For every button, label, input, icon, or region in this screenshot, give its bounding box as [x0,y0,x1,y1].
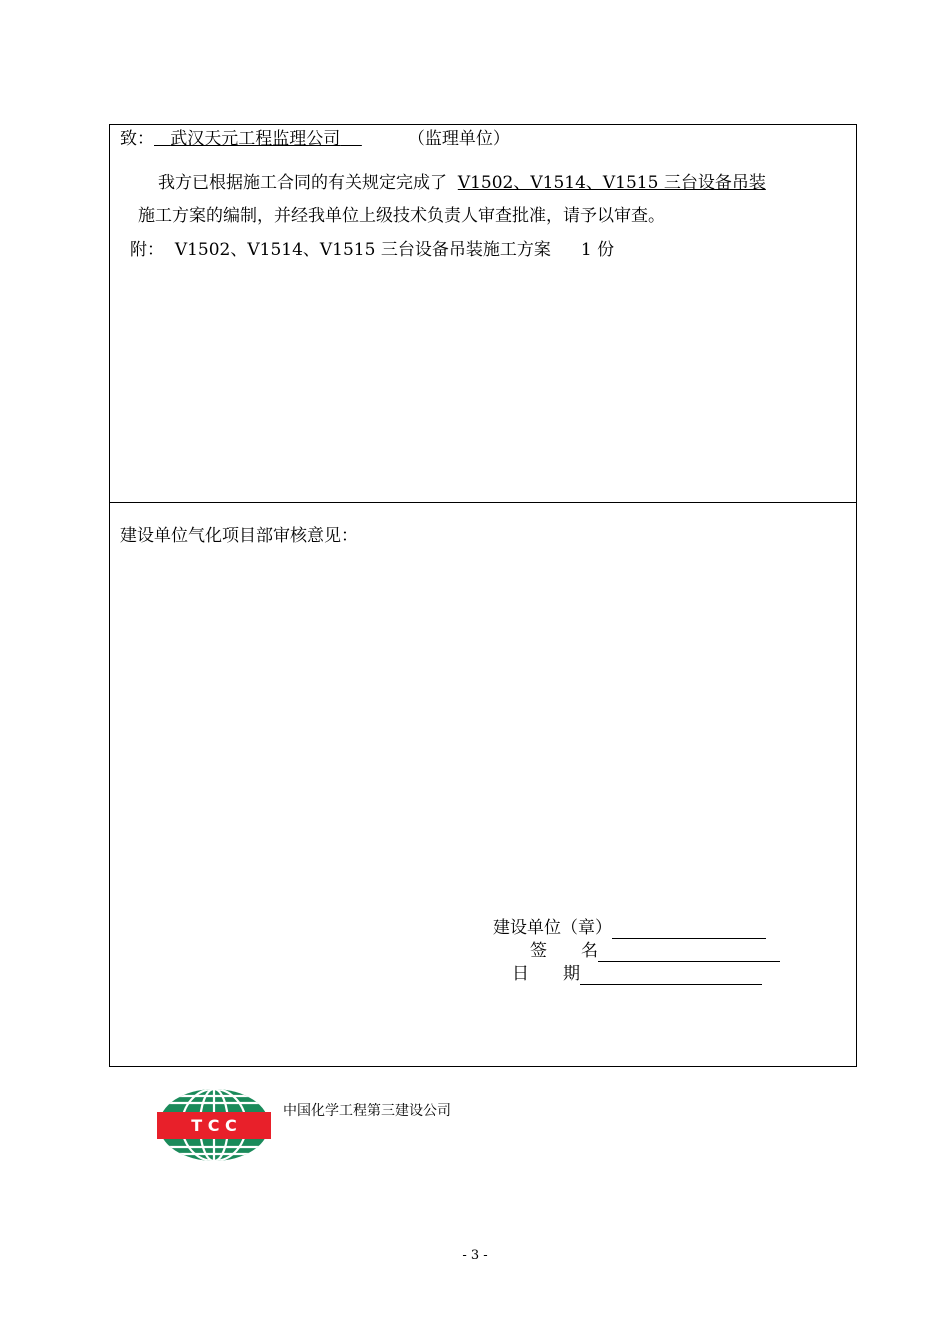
review-heading: 建设单位气化项目部审核意见： [120,526,358,546]
body-line-2: 施工方案的编制，并经我单位上级技术负责人审查批准，请予以审查。 [138,206,665,226]
tcc-logo [157,1088,271,1162]
company-name: 中国化学工程第三建设公司 [283,1103,451,1119]
date-blank[interactable] [580,966,762,985]
signature-line [530,940,780,962]
seal-line [493,917,766,939]
body-prefix: 我方已根据施工合同的有关规定完成了 [158,173,447,193]
attachment-count: 1 份 [580,240,615,260]
seal-label: 建设单位（章） [493,918,612,938]
submission-form-table [109,124,857,1067]
recipient-line [120,128,510,150]
attachment-line [130,239,614,261]
recipient-company: 武汉天元工程监理公司 [170,129,341,149]
body-subject: V1502、V1514、V1515 三台设备吊装 [457,173,766,193]
review-cell [110,503,856,1066]
signature-blank[interactable] [598,943,780,962]
attachment-item: V1502、V1514、V1515 三台设备吊装施工方案 [174,240,551,260]
page-number: - 3 - [462,1248,488,1263]
date-label: 日 期 [512,964,580,984]
signature-label: 签 名 [530,941,598,961]
submission-cell [110,125,856,503]
logo-text: T C C [191,1116,237,1135]
seal-blank[interactable] [612,920,766,939]
date-line [512,963,762,985]
attachment-label: 附： [130,240,164,260]
body-line-1 [158,172,766,194]
to-label: 致： [120,129,154,149]
recipient-unit-note: （监理单位） [407,129,510,149]
